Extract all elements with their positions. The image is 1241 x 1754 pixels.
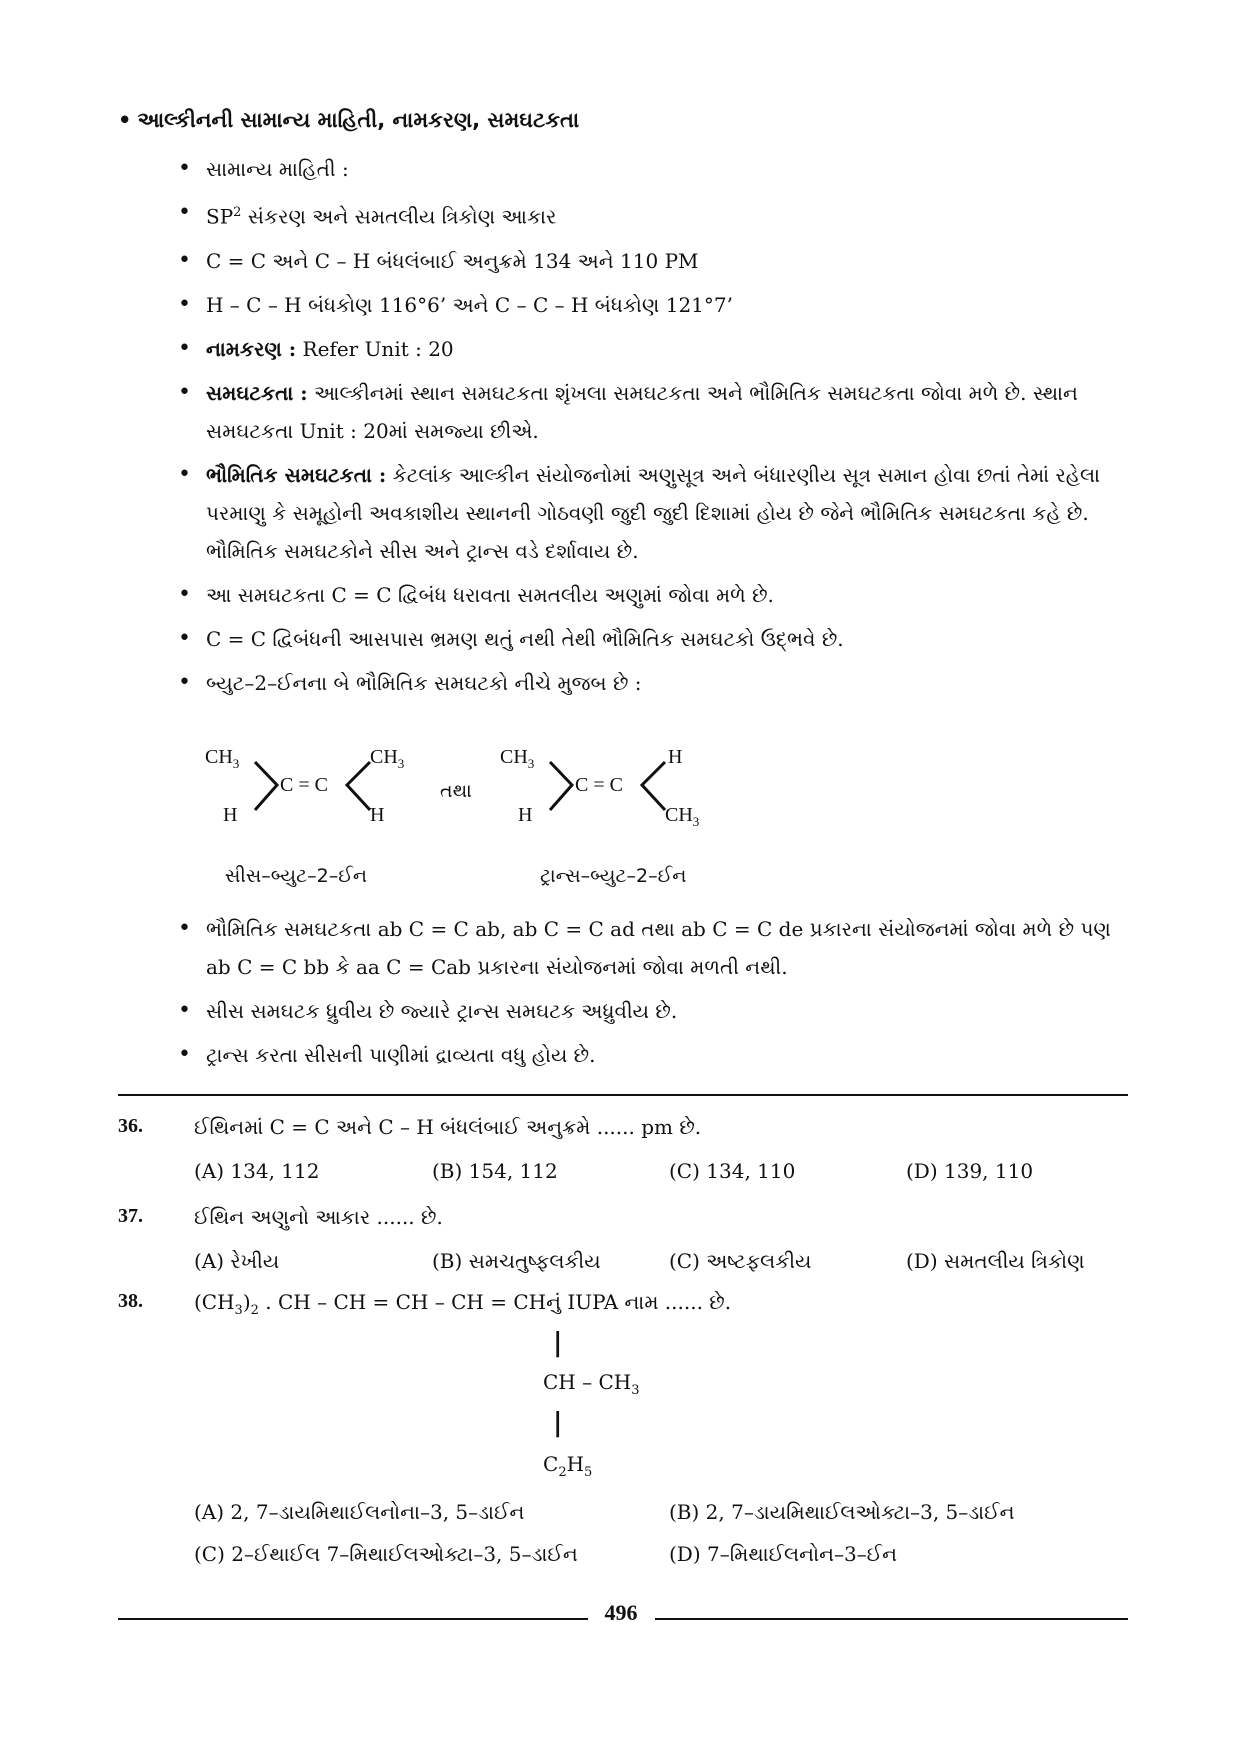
formula-part: (CH bbox=[194, 1290, 235, 1314]
right-bonds bbox=[347, 762, 370, 810]
section-title bbox=[118, 108, 579, 133]
formula-part: C bbox=[543, 1452, 559, 1476]
superscript: 2 bbox=[233, 205, 242, 220]
bullet-text: સીસ સમઘટક ધ્રુવીય છે જ્યારે ટ્રાન્સ સમઘટક અધ્રુવીય છે. bbox=[206, 999, 678, 1023]
bullet-text: કેટલાંક આલ્કીન સંયોજનોમાં અણુસૂત્ર અને બંધારણીય સૂત્ર સમાન હોવા છતાં તેમાં રહેલા પરમાણુ કે સમૂહોની અવકાશીય સ્થાનની ગોઠવણી જુદી જુદી દિશામાં હોય છે જેને ભૌમિતિક સમઘટકતા કહે છે. ભૌમિતિક સમઘટકોને સીસ અને ટ્રાન્સ વડે દર્શાવાય છે. bbox=[206, 462, 1101, 563]
option-b: (B) સમચતુષ્ફલકીય bbox=[432, 1249, 601, 1273]
bullet-hybridization bbox=[178, 194, 1128, 236]
question-text: ઈથિન અણુનો આકાર ...... છે. bbox=[194, 1205, 443, 1229]
bullet-list bbox=[178, 150, 1128, 712]
subscript: 3 bbox=[527, 756, 535, 771]
ch3-text: CH bbox=[370, 746, 398, 768]
branch-bond: | bbox=[553, 1408, 563, 1438]
bullet-text: સામાન્ય માહિતી : bbox=[206, 157, 349, 181]
option-a: (A) 2, 7–ડાયમિથાઈલનોના–3, 5–ડાઈન bbox=[194, 1500, 525, 1524]
question-number: 36. bbox=[118, 1115, 143, 1137]
h-label: H bbox=[223, 804, 238, 826]
left-bonds bbox=[550, 762, 572, 810]
subscript: 3 bbox=[631, 1383, 640, 1398]
bullet-isomerism bbox=[178, 374, 1128, 450]
h-label: H bbox=[370, 804, 385, 826]
option-c: (C) 134, 110 bbox=[669, 1159, 796, 1183]
question-38 bbox=[118, 1290, 1128, 1566]
formula-part: . CH – CH = CH – CH = CHનું IUPA નામ ...... છે. bbox=[258, 1290, 732, 1314]
bullet-text: SP bbox=[206, 204, 234, 229]
formula-part: H bbox=[566, 1452, 585, 1476]
right-bonds bbox=[642, 762, 665, 810]
bullet-text: આલ્કીનમાં સ્થાન સમઘટકતા શૃંખલા સમઘટકતા અને ભૌમિતિક સમઘટકતા જોવા મળે છે. સ્થાન સમઘટકતા Unit : 20માં સમજ્યા છીએ. bbox=[206, 380, 1078, 443]
bullet-key: ભૌમિતિક સમઘટકતા : bbox=[206, 462, 387, 487]
question-text bbox=[194, 1290, 731, 1318]
h-label: H bbox=[518, 804, 533, 826]
bullet-text: ટ્રાન્સ કરતા સીસની પાણીમાં દ્રાવ્યતા વધુ હોય છે. bbox=[206, 1043, 596, 1067]
h-label: H bbox=[668, 746, 683, 768]
bullet-butene bbox=[178, 664, 1128, 702]
branch-ch-ch3 bbox=[543, 1370, 639, 1398]
question-text: ઈથિનમાં C = C અને C – H બંધલંબાઈ અનુક્રમે ...... pm છે. bbox=[194, 1115, 702, 1139]
option-b: (B) 154, 112 bbox=[432, 1159, 558, 1183]
subscript: 3 bbox=[692, 814, 700, 829]
bullet-types bbox=[178, 910, 1128, 986]
subscript: 3 bbox=[397, 756, 405, 771]
ch3-text: CH bbox=[665, 804, 693, 826]
trans-butene-structure bbox=[500, 740, 740, 840]
divider bbox=[118, 1094, 1128, 1096]
question-number: 37. bbox=[118, 1205, 143, 1227]
bullet-key: સમઘટકતા : bbox=[206, 380, 308, 405]
trans-caption: ટ્રાન્સ–બ્યુટ–2–ઈન bbox=[540, 865, 687, 887]
and-label: તથા bbox=[440, 780, 472, 802]
bullet-polarity bbox=[178, 992, 1128, 1030]
bullet-text: ભૌમિતિક સમઘટકતા ab C = C ab, ab C = C ad તથા ab C = C de પ્રકારના સંયોજનમાં જોવા મળે છે પણ ab C = C bb કે aa C = Cab પ્રકારના સંયોજનમાં જોવા મળતી નથી. bbox=[206, 917, 1111, 979]
bullet-text: આ સમઘટકતા C = C દ્વિબંધ ધરાવતા સમતલીય અણુમાં જોવા મળે છે. bbox=[206, 582, 774, 607]
page-number: 496 bbox=[604, 1600, 638, 1625]
double-bond-label: C = C bbox=[575, 774, 623, 796]
subscript: 5 bbox=[584, 1465, 593, 1480]
subscript: 2 bbox=[558, 1465, 567, 1480]
option-b: (B) 2, 7–ડાયમિથાઈલઓક્ટા–3, 5–ડાઈન bbox=[669, 1500, 1015, 1524]
bullet-list-2 bbox=[178, 910, 1128, 1084]
footer-rule-left bbox=[118, 1618, 588, 1620]
formula-part: ) bbox=[242, 1290, 251, 1314]
cis-bonds bbox=[205, 740, 445, 840]
bullet-key: નામકરણ : bbox=[206, 336, 297, 361]
cis-butene-structure bbox=[205, 740, 445, 840]
trans-bonds bbox=[500, 740, 740, 840]
option-c: (C) અષ્ટફલકીય bbox=[669, 1249, 812, 1273]
bullet-solubility bbox=[178, 1036, 1128, 1074]
option-a: (A) રેખીય bbox=[194, 1249, 280, 1273]
double-bond-label: C = C bbox=[280, 774, 328, 796]
bullet-nomenclature bbox=[178, 330, 1128, 368]
cis-caption: સીસ–બ્યુટ–2–ઈન bbox=[225, 865, 368, 887]
footer-rule-right bbox=[655, 1618, 1128, 1620]
question-number: 38. bbox=[118, 1290, 143, 1312]
subscript: 3 bbox=[232, 756, 240, 771]
branch-c2h5 bbox=[543, 1452, 592, 1480]
bullet-geometric-isomerism bbox=[178, 456, 1128, 570]
left-bonds bbox=[255, 762, 277, 810]
ch3-text: CH bbox=[500, 746, 528, 768]
branch-bond: | bbox=[553, 1328, 563, 1358]
bullet-text: H – C – H બંધકોણ 116°6’ અને C – C – H બંધકોણ 121°7’ bbox=[206, 292, 733, 317]
bullet-text: Refer Unit : 20 bbox=[296, 336, 454, 361]
option-a: (A) 134, 112 bbox=[194, 1159, 320, 1183]
bullet-bond-length bbox=[178, 242, 1128, 280]
option-d: (D) 139, 110 bbox=[906, 1159, 1034, 1183]
bullet-text: બ્યુટ–2–ઈનના બે ભૌમિતિક સમઘટકો નીચે મુજબ છે : bbox=[206, 670, 642, 695]
bullet-bond-angle bbox=[178, 286, 1128, 324]
bullet-dot: • bbox=[118, 108, 132, 132]
bullet-text: C = C દ્વિબંધની આસપાસ ભ્રમણ થતું નથી તેથી ભૌમિતિક સમઘટકો ઉદ્‌ભવે છે. bbox=[206, 626, 844, 651]
formula-part: CH – CH bbox=[543, 1370, 632, 1394]
subscript: 3 bbox=[234, 1303, 243, 1318]
bullet-planar bbox=[178, 576, 1128, 614]
subscript: 2 bbox=[250, 1303, 259, 1318]
option-d: (D) 7–મિથાઈલનોન–3–ઈન bbox=[669, 1542, 898, 1566]
option-c: (C) 2–ઈથાઈલ 7–મિથાઈલઓક્ટા–3, 5–ડાઈન bbox=[194, 1542, 578, 1566]
bullet-text: સંકરણ અને સમતલીય ત્રિકોણ આકાર bbox=[241, 204, 557, 229]
option-d: (D) સમતલીય ત્રિકોણ bbox=[906, 1249, 1085, 1273]
ch3-text: CH bbox=[205, 746, 233, 768]
bullet-text: C = C અને C – H બંધલંબાઈ અનુક્રમે 134 અને 110 PM bbox=[206, 248, 699, 273]
bullet-general-info bbox=[178, 150, 1128, 188]
bullet-rotation bbox=[178, 620, 1128, 658]
section-title-text: આલ્કીનની સામાન્ય માહિતી, નામકરણ, સમઘટકતા bbox=[137, 108, 580, 132]
